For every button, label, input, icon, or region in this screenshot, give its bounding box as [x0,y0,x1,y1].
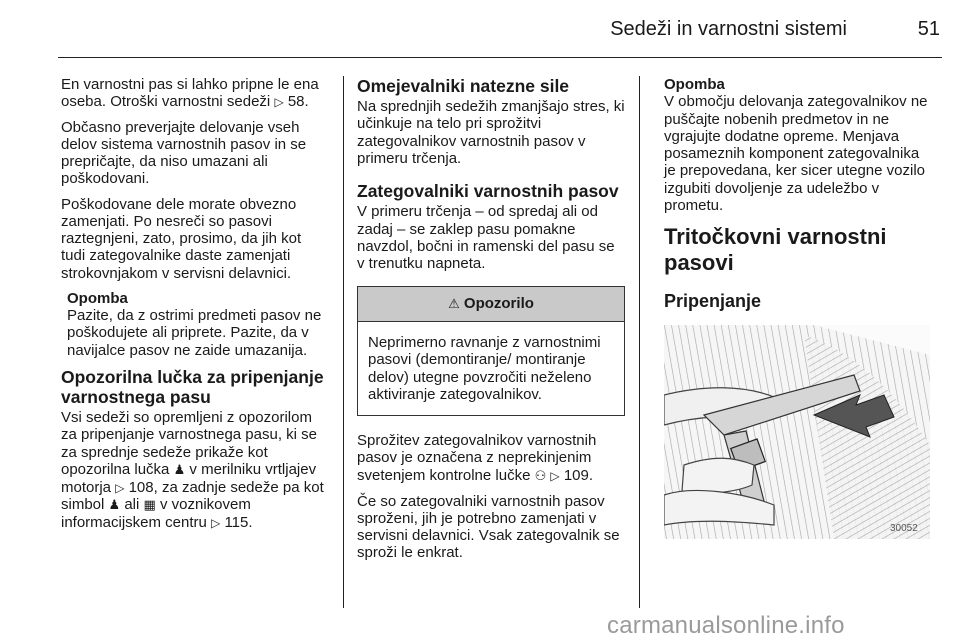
warning-title: Opozorilo [463,295,534,313]
heading-fastening: Pripenjanje [664,290,762,311]
warning-header [358,287,624,322]
paragraph-replace-pretensioners: Če so zategovalniki varnostnih pasov sproženi, jih je potrebno zamenjati v servisni delavnici. Vsak zategovalnik se sproži le enkrat. [357,492,620,562]
column-divider-1 [343,76,344,608]
heading-belt-force-limiters: Omejevalniki natezne sile [357,76,570,96]
watermark: carmanualsonline.info [607,612,845,639]
page-number: 51 [917,18,940,40]
warning-text: Neprimerno ravnanje z varnostnimi pasovi (demontiranje/ montiranje delov) utegne povzročiti neželeno aktiviranje zategovalnikov. [368,334,601,403]
seatbelt-fastening-illustration [664,325,930,539]
seatbelt-symbol-icon: ♟ [108,497,121,513]
figure-code: 30052 [890,523,918,535]
note-box [664,76,930,214]
column-divider-2 [639,76,640,608]
seat-display-icon: ▦ [143,497,156,513]
seatbelt-warning-icon: ♟ [173,462,186,478]
paragraph-pretensioners: V primeru trčenja – od spredaj ali od zadaj – se zaklep pasu pomakne navzdol, bočni in ramenski del pasu se v trenutku napneta. [357,203,615,272]
column-3 [664,76,930,539]
note-box [61,290,329,359]
page-ref[interactable]: 108 [128,478,154,496]
paragraph-deployment: Sprožitev zategovalnikov varnostnih pasov je označena z neprekinjenim svetenjem kontrolne lučke ⚇ ▷ 109. [357,432,597,484]
heading-seatbelt-reminder: Opozorilna lučka za pripenjanje varnostnega pasu [61,366,324,407]
note-text: Pazite, da z ostrimi predmeti pasov ne poškodujete ali priprete. Pazite, da v navijalce pasov ne zaide umazanija. [67,307,322,359]
heading-belt-pretensioners: Zategovalniki varnostnih pasov [357,181,619,202]
paragraph-reminder: Vsi sedeži so opremljeni z opozorilom za pripenjanje varnostnega pasu, ki se za sprednje sedeže prikaže kot opozorilna lučka ♟ v merilniku vrtljajev motorja ▷ 108, za zadnje sedeže pa kot simbol ♟ ali ▦ v voznikovem informacijskem centru ▷ 115. [61,409,324,531]
column-1 [61,76,329,539]
paragraph-check: Občasno preverjajte delovanje vseh delov sistema varnostnih pasov in se prepričajte, da niso umazani ali poškodovani. [61,118,307,188]
cross-ref-icon: ▷ [550,468,560,483]
cross-ref-icon: ▷ [211,515,221,530]
warning-triangle-icon: ⚠ [448,297,460,313]
paragraph-replace: Poškodovane dele morate obvezno zamenjati. Po nesreči so pasovi raztegnjeni, zato, prosimo, da jih kot tudi zategovalnike daste zamenjati strokovnjakom v servisni delavnici. [61,195,302,282]
cross-ref-icon: ▷ [274,95,284,110]
note-title: Opomba [664,76,725,93]
page-ref[interactable]: 115 [224,513,249,531]
heading-three-point-belt: Tritočkovni varnostni pasovi [664,224,887,276]
airbag-control-light-icon: ⚇ [534,468,547,484]
paragraph-one-person: En varnostni pas si lahko pripne le ena oseba. Otroški varnostni sedeži ▷ 58. [61,76,319,111]
page-ref[interactable]: 58 [287,93,305,111]
column-2 [357,76,625,570]
paragraph-limiters: Na sprednjih sedežih zmanjšajo stres, ki učinkuje na telo pri sprožitvi zategovalnikov varnostnih pasov v primeru trčenja. [357,98,625,167]
note-title: Opomba [67,289,128,307]
header-rule [58,57,942,58]
note-text: V območju delovanja zategovalnikov ne puščajte nobenih predmetov in ne vgrajujte dodatne opreme. Menjava posameznih komponent zategovalnika je prepovedana, ker sicer utegne vozilo izgubiti dovoljenje za udeležbo v prometu. [664,93,928,214]
seatbelt-illustration-image [664,325,930,539]
warning-box [357,286,625,416]
page-header-title: Sedeži in varnostni sistemi [610,18,847,40]
page-ref[interactable]: 109 [563,466,589,484]
cross-ref-icon: ▷ [115,480,125,495]
